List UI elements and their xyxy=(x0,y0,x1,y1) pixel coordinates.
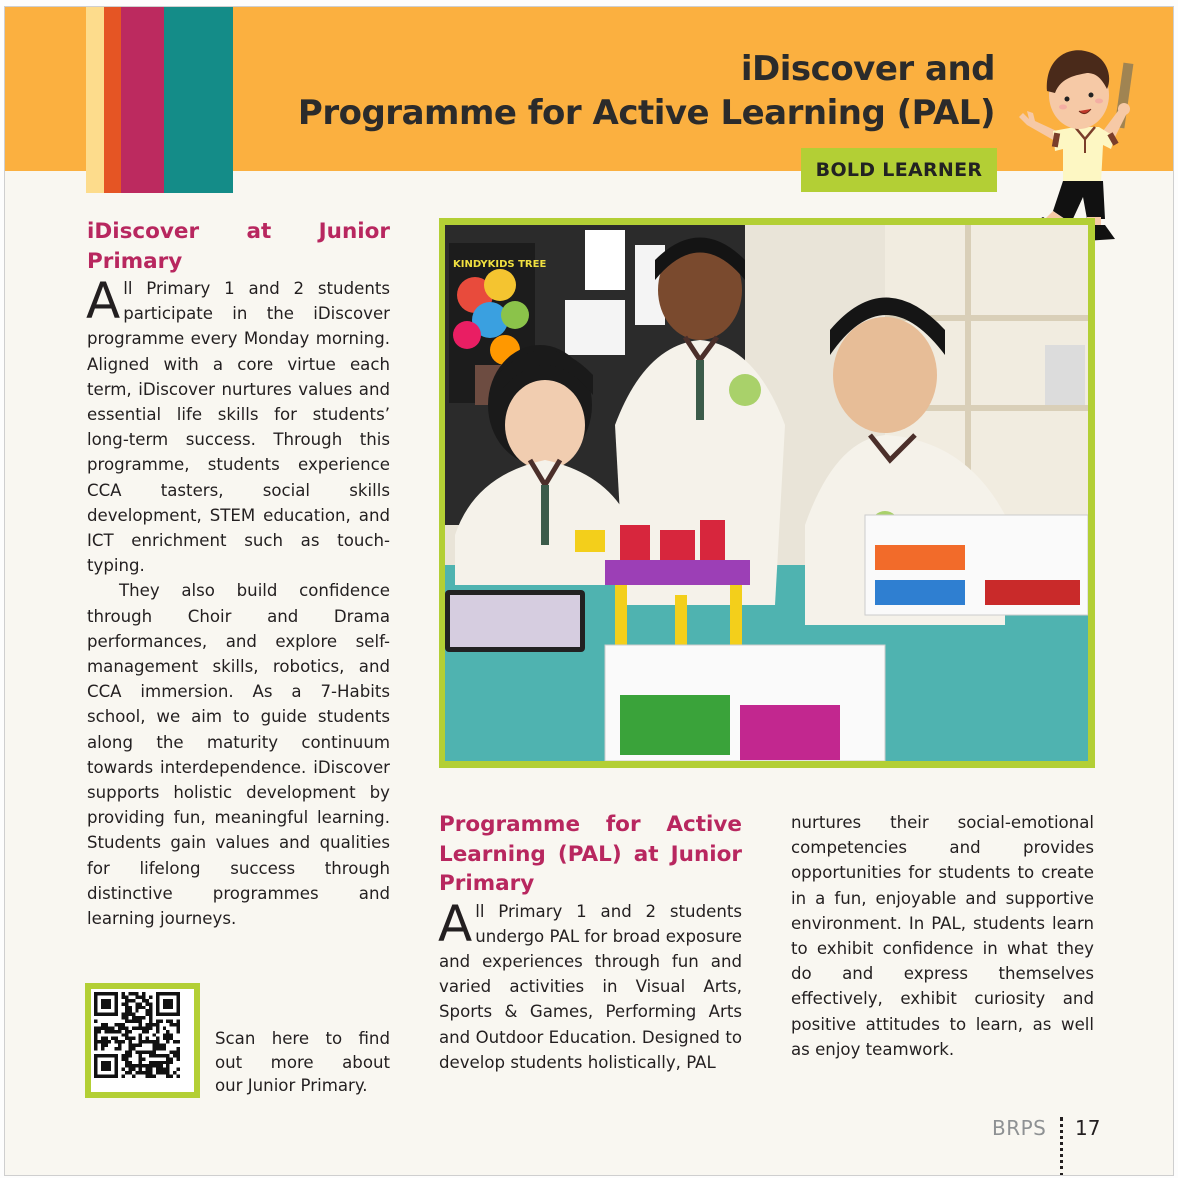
decor-stripe-cream xyxy=(86,7,104,193)
qr-code-frame[interactable] xyxy=(85,983,200,1098)
page-title-line-1: iDiscover and xyxy=(740,49,995,89)
students-lego-photo xyxy=(445,225,1088,761)
page-number: 17 xyxy=(1075,1116,1101,1140)
decor-stripe-teal xyxy=(164,7,233,193)
mascot-boy-illustration xyxy=(1015,33,1140,248)
idiscover-heading: iDiscover at Junior Primary xyxy=(87,219,390,274)
qr-caption-line-3: our Junior Primary. xyxy=(215,1076,368,1095)
qr-caption-line-2: out more about xyxy=(215,1052,390,1072)
drop-cap: A xyxy=(438,894,473,953)
bold-learner-badge: BOLD LEARNER xyxy=(801,148,997,192)
footer-divider xyxy=(1060,1117,1063,1176)
qr-caption xyxy=(215,1027,390,1098)
footer-brand: BRPS xyxy=(992,1116,1047,1140)
pal-section xyxy=(439,810,742,1075)
decor-stripe-magenta xyxy=(121,7,164,193)
qr-code-icon[interactable] xyxy=(94,992,180,1078)
page-title xyxy=(298,47,995,135)
idiscover-paragraph-1-text: ll Primary 1 and 2 students participate in the iDiscover programme every Monday morning. Aligned with a core virtue each term, iDiscover nurtures values and essential life skills for students’ long-term success. Through this programme, students experience CCA tasters, social skills development, STEM education, and ICT enrichment such as touch-typing. xyxy=(87,279,390,576)
pal-section-continued xyxy=(791,810,1094,1062)
pal-paragraph-2: nurtures their social-emotional competencies and provides opportunities for students to create in a fun, enjoyable and supportive environment. In PAL, students learn to exhibit confidence in what they do and express themselves effectively, exhibit curiosity and positive attitudes to learn, as well as enjoy teamwork. xyxy=(791,813,1094,1059)
idiscover-paragraph-1 xyxy=(86,272,390,578)
photo-illustration xyxy=(445,225,1088,761)
idiscover-section xyxy=(87,217,390,931)
photo-frame xyxy=(439,218,1095,768)
page-title-line-2: Programme for Active Learning (PAL) xyxy=(297,93,995,133)
pal-paragraph-1 xyxy=(438,894,742,1075)
pal-heading: Programme for Active Learning (PAL) at Junior Primary xyxy=(439,812,742,896)
poster-title: KINDYKIDS TREE xyxy=(453,259,547,270)
qr-caption-line-1: Scan here to find xyxy=(215,1029,390,1048)
decor-stripe-orange xyxy=(104,7,121,193)
drop-cap: A xyxy=(86,272,121,330)
page xyxy=(4,6,1174,1176)
pal-paragraph-1-text: ll Primary 1 and 2 students undergo PAL for broad exposure and experiences through fun and varied activities in Visual Arts, Sports & Games, Performing Arts and Outdoor Education. Designed to develop students holistically, PAL xyxy=(439,901,742,1072)
idiscover-paragraph-2: They also build confidence through Choir and Drama performances, and explore self-management skills, robotics, and CCA immersion. As a 7-Habits school, we aim to guide students along the maturity continuum towards interdependence. iDiscover supports holistic development by providing fun, meaningful learning. Students gain values and qualities for lifelong success through distinctive programmes and learning journeys. xyxy=(87,581,390,929)
